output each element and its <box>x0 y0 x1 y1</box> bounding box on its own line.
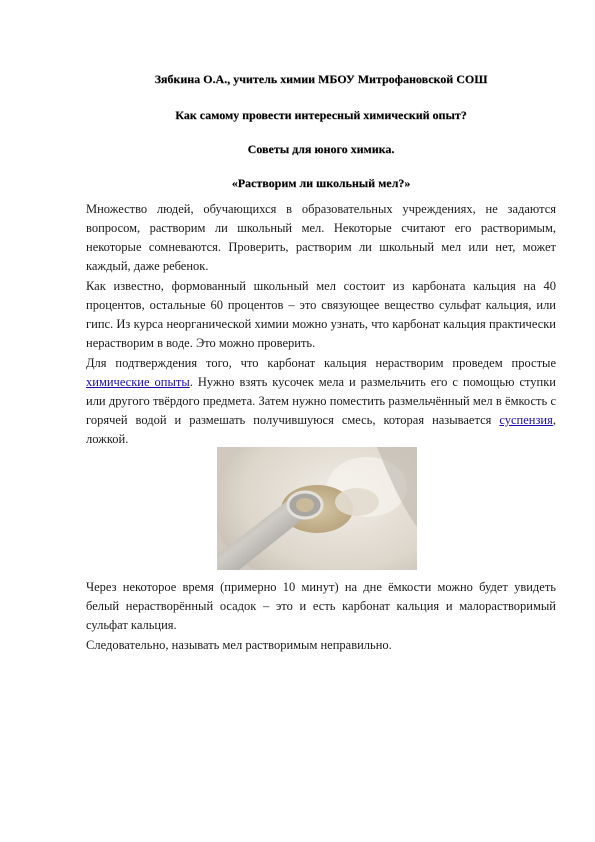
experiment-text-b: . Нужно взять кусочек мела и размельчить его с помощью ступки или другого твёрдого предмета. Затем нужно поместить размельчённый мел в ёмкость с горячей водой и размешать получившуюся смесь, которая называется <box>86 375 556 427</box>
chalk-suspension-photo <box>217 447 417 570</box>
paragraph-conclusion: Следовательно, называть мел растворимым неправильно. <box>86 638 392 652</box>
experiment-text-c: , ложкой. <box>86 413 556 446</box>
author-line: Зябкина О.А., учитель химии МБОУ Митрофановской СОШ <box>154 72 488 86</box>
question-heading: Как самому провести интересный химический опыт? <box>175 108 467 122</box>
paragraph-intro: Множество людей, обучающихся в образовательных учреждениях, не задаются вопросом, растворим ли школьный мел. Некоторые считают его растворимым, некоторые сомневаются. Проверить, растворим ли школьный мел или нет, может каждый, даже ребенок. <box>86 202 556 273</box>
advice-heading: Советы для юного химика. <box>247 142 395 156</box>
paragraph-experiment <box>86 354 556 449</box>
paragraph-composition: Как известно, формованный школьный мел состоит из карбоната кальция на 40 процентов, остальные 60 процентов – это связующее вещество сульфат кальция, или гипс. Из курса неорганической химии можно узнать, что карбонат кальция практически нерастворим в воде. Это можно проверить. <box>86 279 556 350</box>
paragraph-result: Через некоторое время (примерно 10 минут) на дне ёмкости можно будет увидеть белый нерастворённый осадок – это и есть карбонат кальция и малорастворимый сульфат кальция. <box>86 580 556 632</box>
experiment-text-a: Для подтверждения того, что карбонат кальция нерастворим проведем простые <box>86 356 556 370</box>
link-chemical-experiments[interactable]: химические опыты <box>86 375 190 389</box>
topic-heading: «Растворим ли школьный мел?» <box>231 176 411 190</box>
link-suspension[interactable]: суспензия <box>499 413 553 427</box>
